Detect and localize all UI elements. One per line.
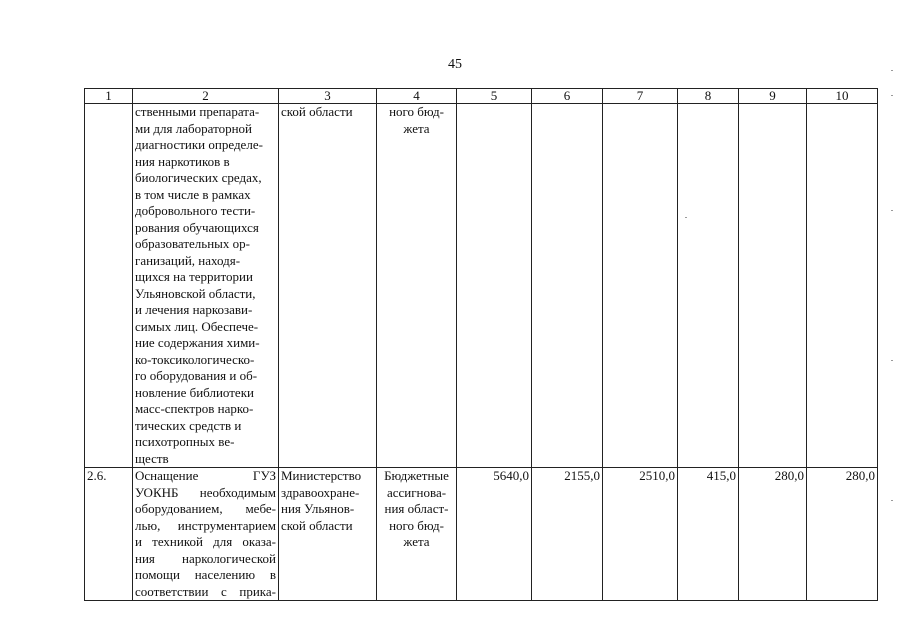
funding-source-cell: ного бюд- жета xyxy=(377,104,457,468)
col-header-8: 8 xyxy=(678,89,739,104)
page-number: 45 xyxy=(448,57,462,72)
executor-cell: Министерство здравоохране- ния Ульянов- ской области xyxy=(279,468,377,601)
budget-table xyxy=(84,88,878,601)
table-row xyxy=(85,468,878,601)
scan-speck xyxy=(891,360,893,361)
value-cell-year-2 xyxy=(603,104,678,468)
col-header-10: 10 xyxy=(807,89,878,104)
col-header-4: 4 xyxy=(377,89,457,104)
row-number-cell xyxy=(85,104,133,468)
col-header-1: 1 xyxy=(85,89,133,104)
description-cell: Оснащение ГУЗ УОКНБ необходимым оборудованием, мебе- лью, инструментарием и техникой для оказа- ния наркологической помощи населению в соответствии с прика- xyxy=(133,468,279,601)
header-row xyxy=(85,89,878,104)
value-cell-year-1: 2155,0 xyxy=(532,468,603,601)
table-row xyxy=(85,104,878,468)
value-cell-year-3: 415,0 xyxy=(678,468,739,601)
value-cell-year-4 xyxy=(739,104,807,468)
scan-speck xyxy=(891,210,893,211)
value-cell-year-5 xyxy=(807,104,878,468)
value-cell-year-2: 2510,0 xyxy=(603,468,678,601)
col-header-2: 2 xyxy=(133,89,279,104)
col-header-9: 9 xyxy=(739,89,807,104)
scan-speck xyxy=(891,95,893,96)
value-cell-year-1 xyxy=(532,104,603,468)
value-cell-year-3 xyxy=(678,104,739,468)
scan-speck xyxy=(891,500,893,501)
executor-cell: ской области xyxy=(279,104,377,468)
funding-source-cell: Бюджетные ассигнова- ния област- ного бюд- жета xyxy=(377,468,457,601)
col-header-5: 5 xyxy=(457,89,532,104)
value-cell-year-5: 280,0 xyxy=(807,468,878,601)
value-cell-total xyxy=(457,104,532,468)
col-header-3: 3 xyxy=(279,89,377,104)
scan-speck xyxy=(891,70,893,71)
col-header-6: 6 xyxy=(532,89,603,104)
row-number-cell: 2.6. xyxy=(85,468,133,601)
col-header-7: 7 xyxy=(603,89,678,104)
scan-speck xyxy=(685,217,687,218)
value-cell-total: 5640,0 xyxy=(457,468,532,601)
value-cell-year-4: 280,0 xyxy=(739,468,807,601)
description-cell: ственными препарата- ми для лабораторной диагностики определе- ния наркотиков в биологических средах, в том числе в рамках добровольного тести- рования обучающихся образовательных ор- ганизаций, находя- щихся на территории Ульяновской области, и лечения наркозави- симых лиц. Обеспече- ние содержания хими- ко-токсикологическо- го оборудования и об- новление библиотеки масс-спектров нарко- тических средств и психотропных ве- ществ xyxy=(133,104,279,468)
